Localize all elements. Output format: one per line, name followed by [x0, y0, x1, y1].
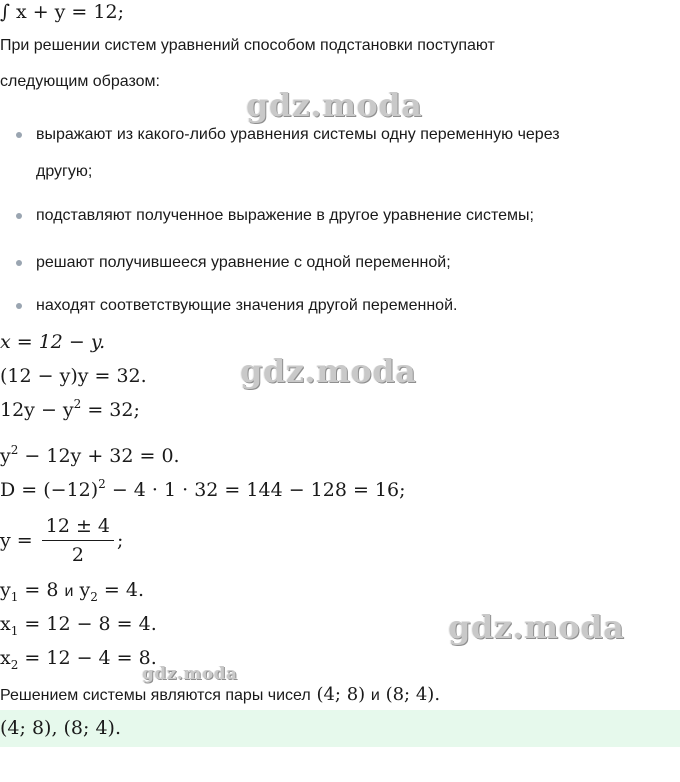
- bullet-item-1: выражают из какого-либо уравнения системы одну переменную через: [36, 126, 560, 143]
- intro-line-1: При решении систем уравнений способом подстановки поступают: [0, 37, 495, 54]
- equation-x2: $x_2 = 12 - 4 = 8$.: [0, 647, 157, 672]
- header-equation: ∫ x + y = 12;: [0, 1, 124, 23]
- equation-expanded: $12y - y^2 = 32$;: [0, 397, 140, 421]
- equation-y-values: $y_1 = 8$ и $y_2 = 4$.: [0, 579, 145, 604]
- answer-text: (4; 8), (8; 4).: [0, 717, 122, 739]
- bullet-dot-3: [16, 260, 22, 266]
- watermark-logo: gdz.moda: [246, 86, 423, 124]
- equation-quadratic: $y^2 - 12y + 32 = 0$.: [0, 443, 180, 467]
- watermark-logo-small: gdz.moda: [142, 664, 238, 684]
- equation-roots-formula: y = $\frac{12 \pm 4}{2}$ ;: [0, 515, 124, 566]
- bullet-dot-2: [16, 213, 22, 219]
- intro-line-2: следующим образом:: [0, 73, 160, 90]
- bullet-item-1-continued: другую;: [36, 163, 93, 180]
- conclusion-line: Решением системы являются пары чисел (4; 8) и (8; 4).: [0, 684, 441, 705]
- bullet-item-2: подставляют полученное выражение в другое уравнение системы;: [36, 207, 534, 224]
- equation-x1: $x_1 = 12 - 8 = 4$.: [0, 613, 157, 638]
- equation-discriminant: $D = (-12)^2 - 4 \cdot 1 \cdot 32 = 144 - 128 = 16$;: [0, 477, 406, 501]
- roots-fraction: $\frac{12 \pm 4}{2}$: [42, 514, 114, 567]
- bullet-item-3: решают получившееся уравнение с одной переменной;: [36, 254, 451, 271]
- equation-x-expression: x = 12 − y.: [0, 331, 106, 353]
- bullet-dot-1: [16, 132, 22, 138]
- bullet-item-4: находят соответствующие значения другой переменной.: [36, 297, 458, 314]
- equation-substitution: (12 − y)y = 32.: [0, 365, 147, 387]
- watermark-logo: gdz.moda: [448, 608, 625, 646]
- watermark-logo: gdz.moda: [240, 352, 417, 390]
- bullet-dot-4: [16, 303, 22, 309]
